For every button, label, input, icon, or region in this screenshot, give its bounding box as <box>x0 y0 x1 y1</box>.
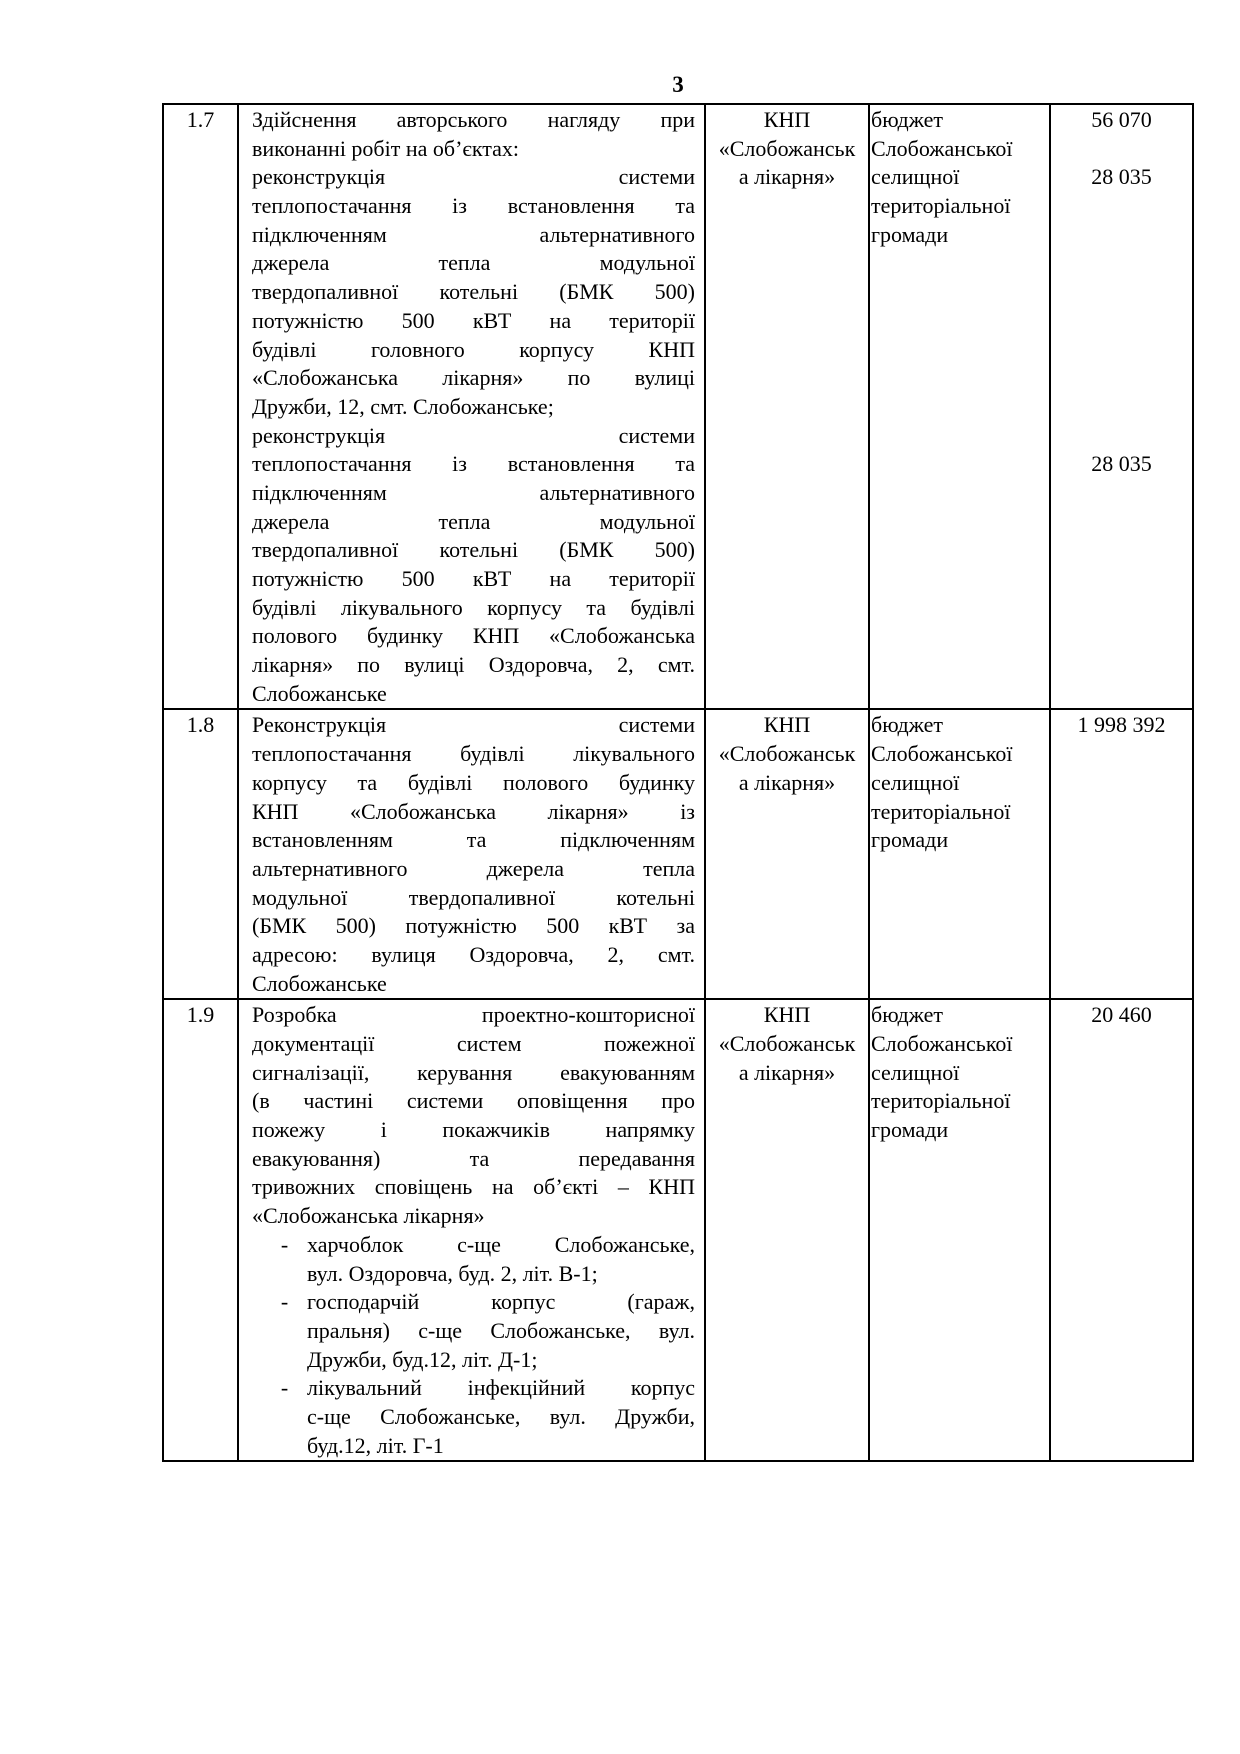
text-line: 1.8 <box>186 712 215 738</box>
measures-table <box>162 103 1194 1462</box>
text-line: громади <box>871 827 949 853</box>
text-line: встановленням та підключенням <box>252 827 695 853</box>
text-line: потужністю 500 кВТ на території <box>252 566 695 591</box>
item-number-cell <box>163 709 238 999</box>
text-line: твердопаливної котельні (БМК 500) <box>252 537 695 563</box>
text-line: територіальної <box>871 1088 1011 1114</box>
text-line: селищної <box>871 769 960 795</box>
text-line: потужністю 500 кВТ на території <box>252 307 695 333</box>
text-line: 20 460 <box>1091 1002 1152 1028</box>
text-line: альтернативного джерела тепла <box>252 855 695 881</box>
text-line: Слобожанської <box>871 1031 1013 1056</box>
amount-cell <box>1050 104 1193 709</box>
text-line: теплопостачання із встановлення та <box>252 451 695 477</box>
text-line: лікувальний інфекційний корпус <box>307 1375 695 1401</box>
text-line: реконструкція системи <box>252 164 695 190</box>
funding-source-cell <box>869 709 1050 999</box>
text-line: лікарня» по вулиці Оздоровча, 2, смт. <box>252 652 695 678</box>
text-line: селищної <box>871 164 960 190</box>
text-line: пральня) с-ще Слобожанське, вул. <box>307 1317 695 1343</box>
dash-bullet-icon: - <box>280 1231 289 1257</box>
text-line: КНП <box>763 1002 811 1028</box>
text-line: 28 035 <box>1091 164 1152 190</box>
text-line: Розробка проектно-кошторисної <box>252 1002 695 1028</box>
text-line: територіальної <box>871 798 1011 824</box>
text-line: 1.9 <box>186 1002 215 1028</box>
text-line: підключенням альтернативного <box>252 479 695 505</box>
text-line: а лікарня» <box>738 769 836 795</box>
text-line <box>1051 422 1192 451</box>
text-line: «Слобожанськ <box>718 741 856 767</box>
text-line: корпусу та будівлі полового будинку <box>252 769 695 795</box>
bullet-item <box>252 1374 695 1460</box>
text-line: джерела тепла модульної <box>252 250 695 276</box>
text-line: Слобожанської <box>871 741 1013 767</box>
text-line: евакуювання) та передавання <box>252 1145 695 1171</box>
text-line: «Слобожанськ <box>718 1031 856 1056</box>
bullet-item <box>252 1231 695 1288</box>
page-number: 3 <box>672 72 684 97</box>
dash-bullet-icon: - <box>280 1289 289 1315</box>
text-line: будівлі лікувального корпусу та будівлі <box>252 594 695 620</box>
text-line: модульної твердопаливної котельні <box>252 884 695 910</box>
text-line: пожежу і покажчиків напрямку <box>252 1117 695 1143</box>
text-line: «Слобожанська лікарня» по вулиці <box>252 365 695 391</box>
text-line: харчоблок с-ще Слобожанське, <box>307 1231 695 1257</box>
dash-bullet-icon: - <box>280 1375 289 1401</box>
text-line: КНП <box>763 107 811 132</box>
text-line: Здійснення авторського нагляду при <box>252 107 695 132</box>
text-line: «Слобожанська лікарня» <box>252 1203 485 1229</box>
text-line: бюджет <box>871 107 943 132</box>
text-line: 28 035 <box>1091 451 1152 477</box>
text-line: реконструкція системи <box>252 422 695 448</box>
text-line: твердопаливної котельні (БМК 500) <box>252 279 695 305</box>
text-line: адресою: вулиця Оздоровча, 2, смт. <box>252 941 695 967</box>
executor-cell <box>705 709 869 999</box>
text-line <box>1051 336 1192 365</box>
description-cell <box>238 999 705 1461</box>
text-line: сигналізації, керування евакуюванням <box>252 1059 695 1085</box>
item-number-cell <box>163 999 238 1461</box>
text-line <box>1051 221 1192 250</box>
table-row <box>163 709 1193 999</box>
text-line <box>1051 307 1192 336</box>
amount-cell <box>1050 999 1193 1461</box>
funding-source-cell <box>869 104 1050 709</box>
text-line: Слобожанське <box>252 970 387 996</box>
text-line: Дружби, 12, смт. Слобожанське; <box>252 393 554 419</box>
text-line <box>1051 249 1192 278</box>
text-line <box>1051 364 1192 393</box>
text-line: вул. Оздоровча, буд. 2, літ. В-1; <box>307 1260 598 1286</box>
text-line: бюджет <box>871 712 943 738</box>
text-line: (в частині системи оповіщення про <box>252 1088 695 1114</box>
table-row <box>163 104 1193 709</box>
text-line: Слобожанське <box>252 680 387 706</box>
amount-cell <box>1050 709 1193 999</box>
text-line: теплопостачання із встановлення та <box>252 193 695 219</box>
text-line: КНП «Слобожанська лікарня» із <box>252 798 695 824</box>
text-line: територіальної <box>871 193 1011 219</box>
description-cell <box>238 709 705 999</box>
text-line: «Слобожанськ <box>718 135 856 161</box>
text-line: КНП <box>763 712 811 738</box>
text-line: Дружби, буд.12, літ. Д-1; <box>307 1346 538 1372</box>
text-line: 56 070 <box>1091 107 1152 132</box>
bullet-item <box>252 1288 695 1374</box>
text-line: а лікарня» <box>738 1059 836 1085</box>
table-row <box>163 999 1193 1461</box>
text-line: (БМК 500) потужністю 500 кВТ за <box>252 913 695 939</box>
text-line: джерела тепла модульної <box>252 508 695 534</box>
text-line: полового будинку КНП «Слобожанська <box>252 623 695 649</box>
text-line: 1.7 <box>186 107 215 132</box>
description-cell <box>238 104 705 709</box>
text-line: теплопостачання будівлі лікувального <box>252 741 695 767</box>
text-line: підключенням альтернативного <box>252 221 695 247</box>
text-line: а лікарня» <box>738 164 836 190</box>
text-line: будівлі головного корпусу КНП <box>252 336 695 362</box>
text-line: 1 998 392 <box>1077 712 1166 738</box>
text-line <box>1051 278 1192 307</box>
text-line: тривожних сповіщень на об’єкті – КНП <box>252 1174 695 1200</box>
text-line <box>1051 192 1192 221</box>
text-line: виконанні робіт на об’єктах: <box>252 135 520 161</box>
text-line: бюджет <box>871 1002 943 1028</box>
text-line: господарчій корпус (гараж, <box>307 1289 695 1315</box>
text-line: с-ще Слобожанське, вул. Дружби, <box>307 1403 695 1429</box>
executor-cell <box>705 104 869 709</box>
item-number-cell <box>163 104 238 709</box>
text-line: Реконструкція системи <box>252 712 695 738</box>
text-line: буд.12, літ. Г-1 <box>307 1432 444 1458</box>
text-line: документації систем пожежної <box>252 1031 695 1056</box>
text-line: Слобожанської <box>871 135 1013 161</box>
executor-cell <box>705 999 869 1461</box>
text-line <box>1051 393 1192 422</box>
text-line: селищної <box>871 1059 960 1085</box>
text-line: громади <box>871 1117 949 1143</box>
text-line: громади <box>871 221 949 247</box>
funding-source-cell <box>869 999 1050 1461</box>
text-line <box>1051 135 1192 164</box>
